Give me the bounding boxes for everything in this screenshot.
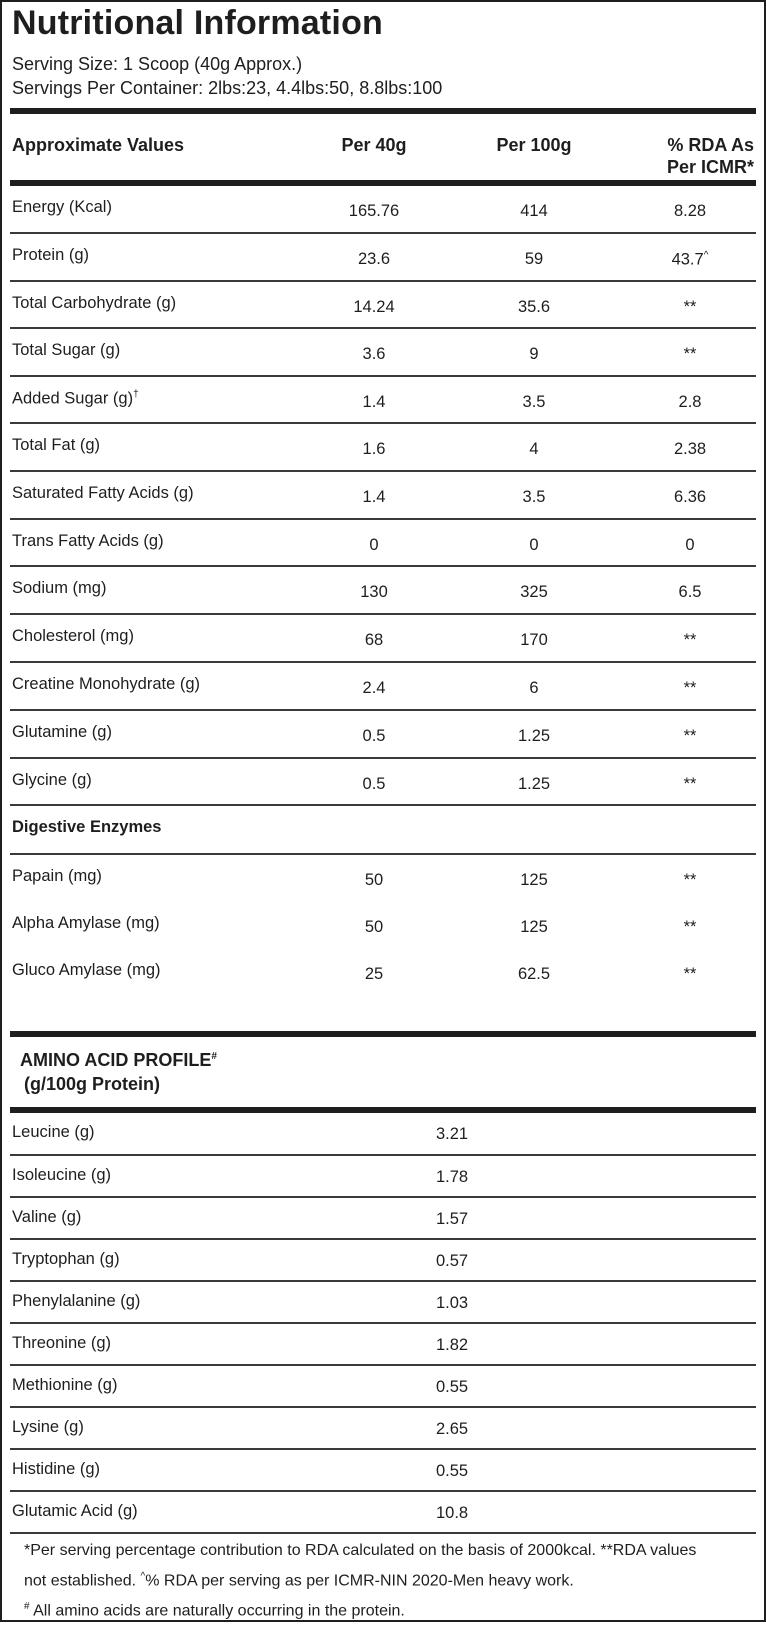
header-approximate-values: Approximate Values [12,135,185,155]
value-per-100g: 170 [520,631,548,649]
digestive-enzymes-label: Digestive Enzymes [12,818,162,836]
amino-title-line2: (g/100g Protein) [24,1074,161,1094]
table-row [10,282,756,328]
nutrient-name: Saturated Fatty Acids (g) [12,484,194,502]
table-row [10,1324,756,1366]
value-per-100g: 35.6 [517,298,551,316]
table-row [10,329,756,375]
value-rda: ** [683,679,697,697]
value-per-40g: 50 [364,918,384,936]
value-per-40g: 23.6 [357,250,391,268]
nutrient-name: Total Sugar (g) [12,341,121,359]
enzyme-name: Alpha Amylase (mg) [12,914,160,932]
enzyme-name: Papain (mg) [12,867,102,885]
table-row [10,711,756,757]
value-rda: ** [683,727,697,745]
amino-name: Methionine (g) [12,1376,118,1394]
footnotes [24,1538,754,1625]
value-per-100g: 414 [520,202,548,220]
value-rda: ** [683,775,697,793]
amino-name: Lysine (g) [12,1418,84,1436]
table-row [10,186,756,232]
amino-value: 2.65 [436,1420,469,1438]
amino-value: 1.78 [436,1168,469,1186]
value-per-100g: 1.25 [517,727,551,745]
table-row [10,663,756,709]
value-rda: 8.28 [673,202,707,220]
table-row [10,1450,756,1492]
value-per-40g: 0.5 [362,727,386,745]
table-row [10,1408,756,1450]
value-rda: 0 [685,536,695,554]
divider [10,1532,756,1534]
footnote-line1: *Per serving percentage contribution to RDA calculated on the basis of 2000kcal. **RDA values [24,1542,697,1559]
table-row [10,472,756,518]
page-title: Nutritional Information [12,4,384,42]
value-per-100g: 125 [520,918,548,936]
value-per-40g: 1.4 [362,393,386,411]
divider [10,108,756,114]
header-per-100g: Per 100g [496,135,572,155]
value-per-100g: 6 [529,679,539,697]
nutrient-name: Sodium (mg) [12,579,107,597]
amino-title-line1: AMINO ACID PROFILE# [20,1050,217,1070]
rda-footnote-mark: ^ [703,250,709,261]
table-row [10,424,756,470]
table-row [10,1366,756,1408]
nutrient-name-text: Added Sugar (g) [12,389,134,408]
value-rda: ** [683,298,697,316]
amino-name: Threonine (g) [12,1334,112,1352]
table-row [10,1156,756,1198]
value-per-40g: 3.6 [362,345,386,363]
value-per-40g: 68 [364,631,384,649]
amino-name: Phenylalanine (g) [12,1292,141,1310]
value-per-100g: 325 [520,583,548,601]
table-row [10,855,756,901]
value-rda: ** [683,345,697,363]
table-row [10,567,756,613]
value-per-40g: 25 [364,965,384,983]
hash-mark: # [24,1601,30,1613]
amino-name: Isoleucine (g) [12,1166,112,1184]
value-rda: ** [683,631,697,649]
value-rda [650,250,730,270]
amino-value: 0.57 [436,1252,469,1270]
amino-name: Valine (g) [12,1208,82,1226]
footnote-line3: # All amino acids are naturally occurring in the protein. [24,1601,405,1620]
table-row [10,1492,756,1534]
amino-acid-profile-title [20,1045,217,1096]
value-per-40g: 1.4 [362,488,386,506]
value-per-100g: 9 [529,345,539,363]
table-row [10,1198,756,1240]
value-per-100g: 59 [524,250,544,268]
table-row [10,520,756,566]
value-per-40g: 165.76 [348,202,400,220]
nutrient-name [12,389,139,409]
table-row [10,1240,756,1282]
enzyme-name: Gluco Amylase (mg) [12,961,161,979]
value-rda: 6.36 [673,488,707,506]
hash-mark: # [211,1051,217,1062]
value-rda: ** [683,918,697,936]
table-row [10,1113,756,1155]
caret-mark: ^ [140,1571,146,1582]
value-rda: ** [683,965,697,983]
amino-name: Leucine (g) [12,1123,95,1141]
nutrient-name: Glycine (g) [12,771,92,789]
header-rda [612,134,760,178]
value-rda: 6.5 [678,583,702,601]
value-per-100g: 125 [520,871,548,889]
amino-name: Glutamic Acid (g) [12,1502,138,1520]
header-per-40g: Per 40g [341,135,407,155]
amino-name: Tryptophan (g) [12,1250,120,1268]
table-row [10,234,756,280]
nutrient-name: Total Carbohydrate (g) [12,294,177,312]
value-per-40g: 130 [360,583,388,601]
amino-value: 0.55 [436,1462,469,1480]
value-per-40g: 14.24 [353,298,395,316]
amino-value: 1.57 [436,1210,469,1228]
value-rda: 2.8 [678,393,702,411]
table-row [10,1282,756,1324]
value-per-40g: 1.6 [362,440,386,458]
header-rda-line1: % RDA As [667,135,754,155]
servings-per-container: Servings Per Container: 2lbs:23, 4.4lbs:50, 8.8lbs:100 [12,78,443,98]
value-per-40g: 2.4 [362,679,386,697]
rda-value: 43.7 [671,250,704,269]
value-rda: 2.38 [673,440,707,458]
amino-name: Histidine (g) [12,1460,101,1478]
nutrient-name: Total Fat (g) [12,436,101,454]
amino-value: 1.82 [436,1336,469,1354]
amino-value: 0.55 [436,1378,469,1396]
value-per-100g: 62.5 [517,965,551,983]
value-per-40g: 0 [369,536,379,554]
nutrient-name: Cholesterol (mg) [12,627,134,645]
nutrient-name: Creatine Monohydrate (g) [12,675,201,693]
amino-value: 3.21 [436,1125,469,1143]
table-row [10,902,756,948]
value-per-100g: 3.5 [522,488,546,506]
divider [10,804,756,806]
value-per-100g: 4 [529,440,539,458]
value-per-100g: 0 [529,536,539,554]
nutrient-name: Trans Fatty Acids (g) [12,532,164,550]
serving-size: Serving Size: 1 Scoop (40g Approx.) [12,54,303,74]
divider [10,1031,756,1037]
amino-value: 1.03 [436,1294,469,1312]
table-row [10,949,756,995]
header-rda-line2: Per ICMR* [666,157,754,177]
value-rda: ** [683,871,697,889]
dagger-mark: † [133,389,139,400]
nutrient-name: Protein (g) [12,246,90,264]
table-row [10,759,756,805]
nutrient-name: Energy (Kcal) [12,198,112,216]
value-per-40g: 0.5 [362,775,386,793]
value-per-100g: 1.25 [517,775,551,793]
amino-value: 10.8 [436,1504,469,1522]
table-row [10,615,756,661]
value-per-40g: 50 [364,871,384,889]
nutrient-name: Glutamine (g) [12,723,112,741]
table-row [10,377,756,423]
value-per-100g: 3.5 [522,393,546,411]
footnote-line2: not established. ^% RDA per serving as per ICMR-NIN 2020-Men heavy work. [24,1571,574,1590]
